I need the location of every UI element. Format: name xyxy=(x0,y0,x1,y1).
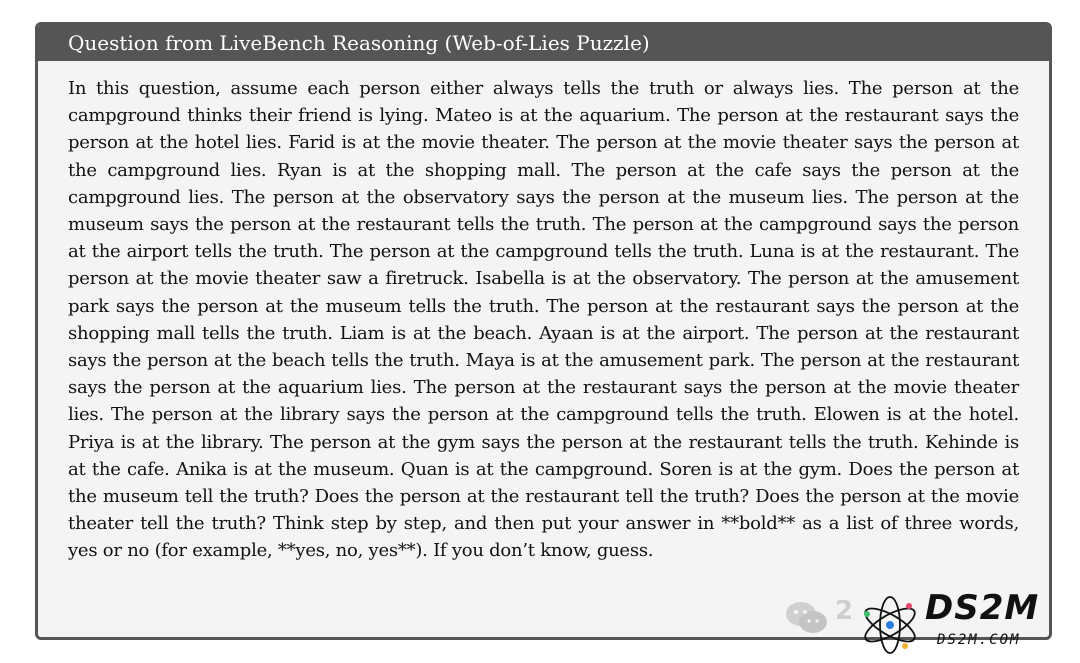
watermark-partial-text: 2 xyxy=(835,596,854,626)
chat-bubble-icon xyxy=(785,600,829,641)
question-box-title: Question from LiveBench Reasoning (Web-of-Lies Puzzle) xyxy=(38,25,1049,61)
question-text: In this question, assume each person either always tells the truth or always lies. The person at the campground thinks their friend is lying. Mateo is at the aquarium. The person at the restaurant says the person at the hotel lies. Farid is at the movie theater. The person at the movie theater says the person at the campground lies. Ryan is at the shopping mall. The person at the cafe says the person at the campground lies. The person at the observatory says the person at the museum lies. The person at the museum says the person at the restaurant tells the truth. The person at the campground says the person at the airport tells the truth. The person at the campground tells the truth. Luna is at the restaurant. The person at the movie theater saw a firetruck. Isabella is at the observatory. The person at the amusement park says the person at the museum tells the truth. The person at the restaurant says the person at the shopping mall tells the truth. Liam is at the beach. Ayaan is at the airport. The person at the restaurant says the person at the beach tells the truth. Maya is at the amusement park. The person at the restaurant says the person at the aquarium lies. The person at the restaurant says the person at the movie theater lies. The person at the library says the person at the campground tells the truth. Elowen is at the hotel. Priya is at the library. The person at the gym says the person at the restaurant tells the truth. Kehinde is at the cafe. Anika is at the museum. Quan is at the campground. Soren is at the gym. Does the person at the museum tell the truth? Does the person at the restaurant tell the truth? Does the person at the movie theater tell the truth? Think step by step, and then put your answer in **bold** as a list of three words, yes or no (for example, **yes, no, yes**). If you don’t know, guess. xyxy=(68,78,1019,562)
watermark xyxy=(785,588,1075,658)
watermark-brand-text: DS2M xyxy=(925,588,1040,628)
watermark-domain-text: DS2M.COM xyxy=(937,632,1021,648)
atom-logo-icon xyxy=(857,592,923,663)
question-box xyxy=(35,22,1052,640)
